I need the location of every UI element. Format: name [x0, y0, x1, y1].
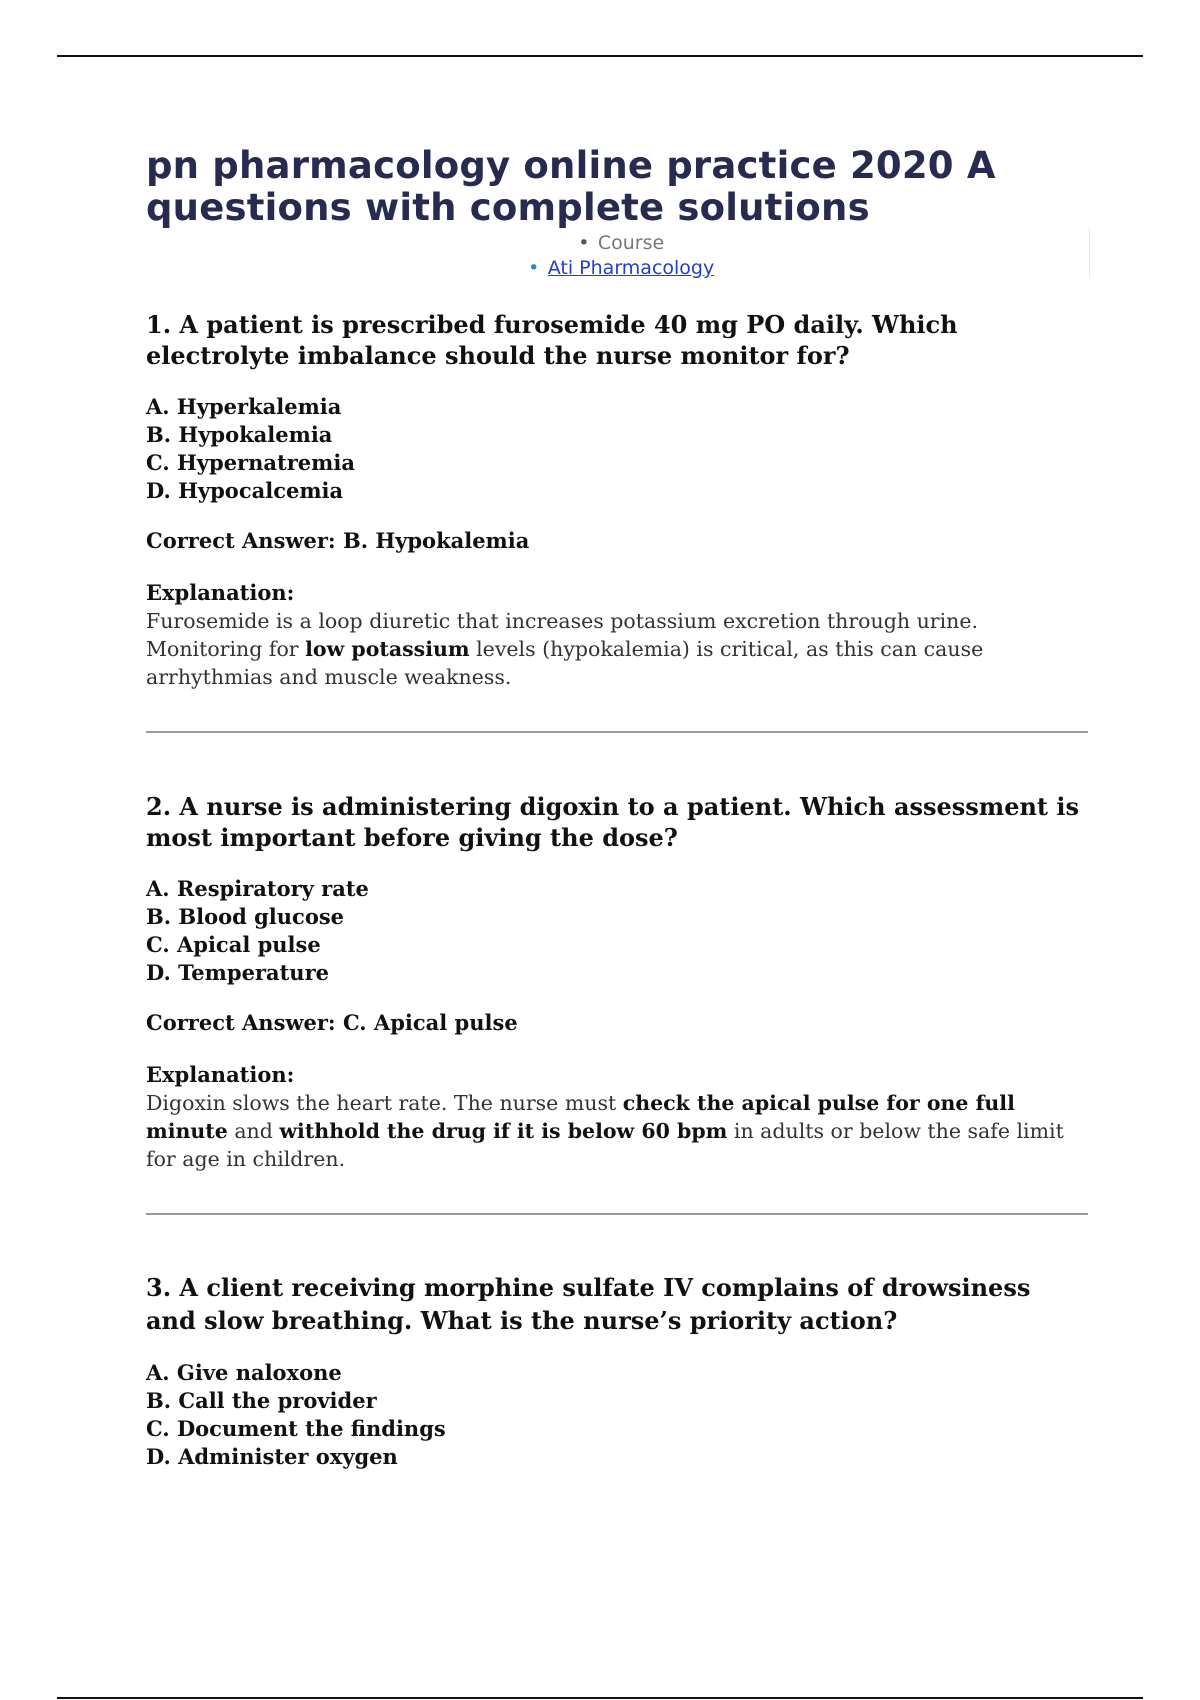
option-c: C. Apical pulse: [146, 932, 321, 957]
option-a: A. Respiratory rate: [146, 876, 369, 901]
question-1: [146, 309, 1088, 691]
explanation-part: levels (hypokalemia) is critical, as this can cause arrhythmias and muscle weakness.: [146, 637, 984, 689]
section-divider: [146, 1213, 1088, 1215]
explanation-part: and: [227, 1119, 280, 1143]
option-b: B. Blood glucose: [146, 904, 345, 929]
footer-rule: [57, 1697, 1143, 1699]
option-c: C. Document the findings: [146, 1416, 446, 1441]
correct-answer: Correct Answer: C. Apical pulse: [146, 1010, 518, 1035]
option-d: D. Administer oxygen: [146, 1444, 398, 1469]
breadcrumb-course: [146, 231, 1088, 256]
option-a: A. Give naloxone: [146, 1360, 342, 1385]
explanation-emphasis: withhold the drug if it is below 60 bpm: [279, 1119, 728, 1143]
option-list: [146, 875, 1088, 987]
question-prompt: 2. A nurse is administering digoxin to a patient. Which assessment is most important before giving the dose?: [146, 792, 1079, 852]
explanation-text: [146, 607, 1088, 691]
question-prompt: 1. A patient is prescribed furosemide 40 mg PO daily. Which electrolyte imbalance should the nurse monitor for?: [146, 310, 958, 370]
explanation-emphasis: check the apical pulse for one full minute: [146, 1091, 1015, 1143]
section-divider: [146, 731, 1088, 733]
question-3: [146, 1271, 1088, 1471]
explanation-label: Explanation:: [146, 1062, 295, 1087]
correct-answer: Correct Answer: B. Hypokalemia: [146, 528, 530, 553]
breadcrumb-ati-pharmacology: [146, 256, 1088, 281]
explanation-text: [146, 1089, 1088, 1173]
option-b: B. Hypokalemia: [146, 422, 333, 447]
bullet-icon: •: [578, 232, 590, 254]
option-d: D. Temperature: [146, 960, 329, 985]
explanation-part: Digoxin slows the heart rate. The nurse must: [146, 1091, 623, 1115]
option-b: B. Call the provider: [146, 1388, 377, 1413]
page-title: pn pharmacology online practice 2020 A questions with complete solutions: [146, 144, 996, 229]
option-list: [146, 393, 1088, 505]
option-a: A. Hyperkalemia: [146, 394, 342, 419]
document-body: [146, 145, 1088, 1471]
explanation-label: Explanation:: [146, 580, 295, 605]
option-c: C. Hypernatremia: [146, 450, 355, 475]
bullet-icon: •: [528, 257, 540, 279]
breadcrumb-link[interactable]: Ati Pharmacology: [547, 257, 715, 279]
breadcrumb-course-label: Course: [597, 232, 665, 254]
breadcrumb: [146, 231, 1088, 281]
explanation-part: Furosemide is a loop diuretic that increases potassium excretion through urine. Monitoring for: [146, 609, 978, 661]
question-prompt: 3. A client receiving morphine sulfate IV complains of drowsiness and slow breathing. What is the nurse’s priority action?: [146, 1273, 1031, 1335]
explanation-part: in adults or below the safe limit for age in children.: [146, 1119, 1064, 1171]
header-rule: [57, 55, 1143, 57]
explanation-emphasis: low potassium: [305, 637, 470, 661]
question-2: [146, 791, 1088, 1173]
option-d: D. Hypocalcemia: [146, 478, 344, 503]
option-list: [146, 1359, 1088, 1471]
